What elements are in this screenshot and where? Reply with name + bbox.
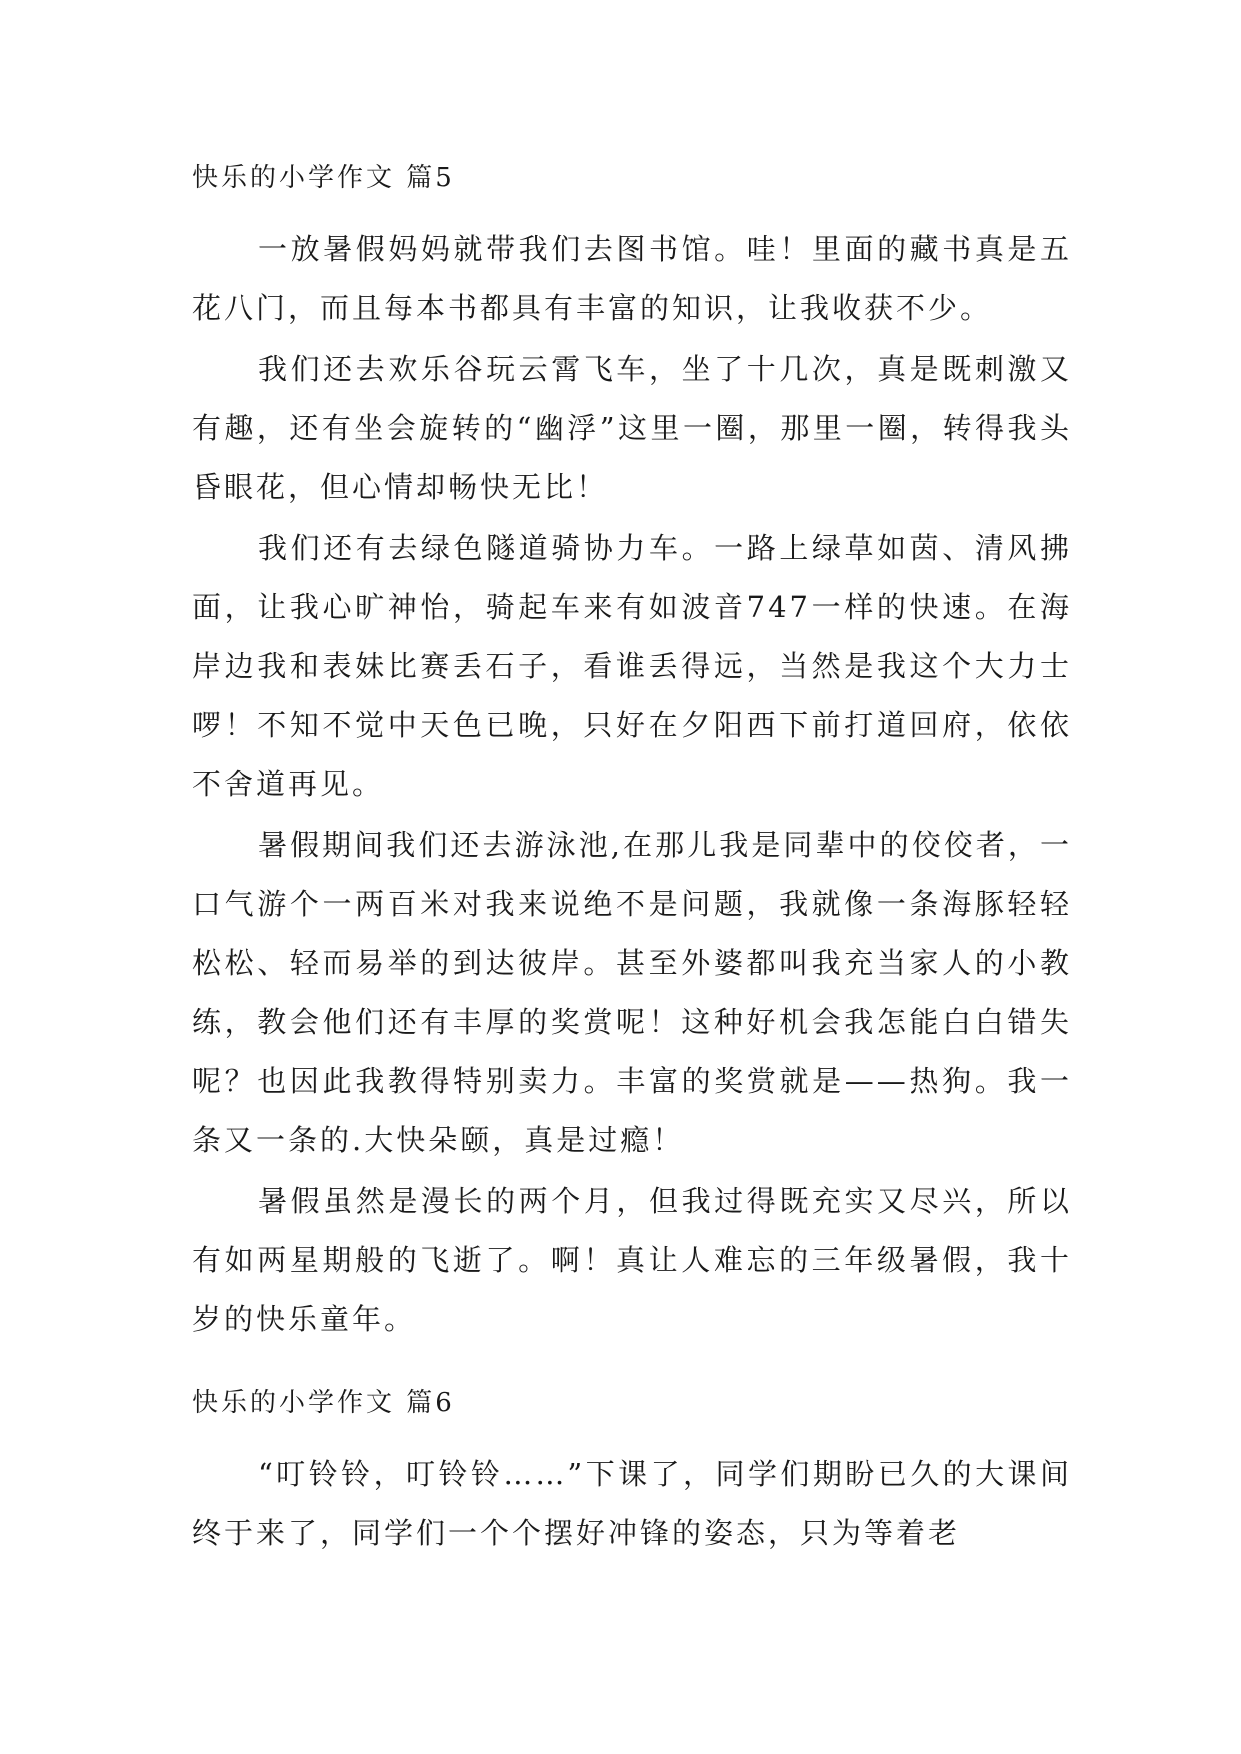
- paragraph: 我们还去欢乐谷玩云霄飞车，坐了十几次，真是既刺激又有趣，还有坐会旋转的“幽浮”这里一圈，那里一圈，转得我头昏眼花，但心情却畅快无比！: [192, 352, 1072, 504]
- paragraph: 暑假期间我们还去游泳池,在那儿我是同辈中的佼佼者，一口气游个一两百米对我来说绝不是问题，我就像一条海豚轻轻松松、轻而易举的到达彼岸。甚至外婆都叫我充当家人的小教练，教会他们还有丰厚的奖赏呢！这种好机会我怎能白白错失呢？也因此我教得特别卖力。丰富的奖赏就是——热狗。我一条又一条的.大快朵颐，真是过瘾！: [192, 828, 1072, 1157]
- section-heading: 快乐的小学作文 篇5: [192, 163, 455, 193]
- paragraph: 暑假虽然是漫长的两个月，但我过得既充实又尽兴，所以有如两星期般的飞逝了。啊！真让人难忘的三年级暑假，我十岁的快乐童年。: [192, 1184, 1072, 1336]
- essay-section-5: [192, 160, 1072, 1349]
- paragraph: 一放暑假妈妈就带我们去图书馆。哇！里面的藏书真是五花八门，而且每本书都具有丰富的知识，让我收获不少。: [192, 232, 1072, 325]
- paragraph: 我们还有去绿色隧道骑协力车。一路上绿草如茵、清风拂面，让我心旷神怡，骑起车来有如波音747一样的快速。在海岸边我和表妹比赛丢石子，看谁丢得远，当然是我这个大力士啰！不知不觉中天色已晚，只好在夕阳西下前打道回府，依依不舍道再见。: [192, 531, 1072, 801]
- paragraph: “叮铃铃，叮铃铃……”下课了，同学们期盼已久的大课间终于来了，同学们一个个摆好冲锋的姿态，只为等着老: [192, 1457, 1072, 1550]
- section-heading: 快乐的小学作文 篇6: [192, 1388, 455, 1418]
- essay-section-6: [192, 1385, 1072, 1563]
